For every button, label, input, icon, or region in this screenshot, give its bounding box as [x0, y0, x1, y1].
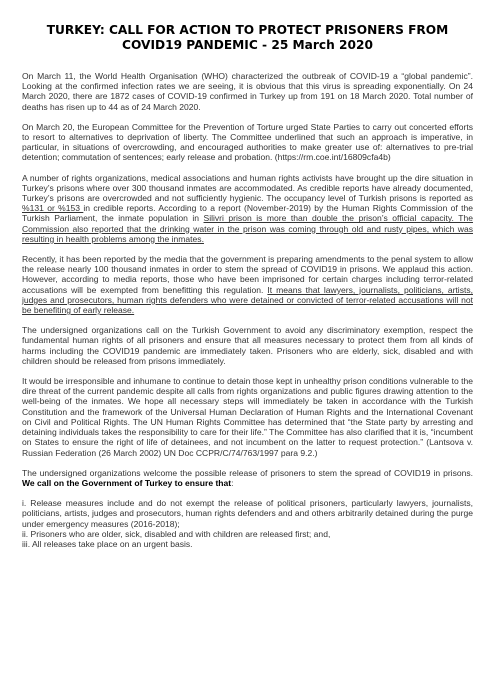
- page-title: TURKEY: CALL FOR ACTION TO PROTECT PRISONERS FROM COVID19 PANDEMIC - 25 March 2020: [46, 23, 449, 52]
- list-item: iii. All releases take place on an urgent basis.: [22, 538, 193, 549]
- list-item: i. Release measures include and do not exempt the release of political prisoners, particularly lawyers, journalists, politicians, artists, judges and prosecutors, human rights defenders and and others arbitrarily detained during the purge under emergency measures (2016-2018);: [22, 498, 473, 529]
- list-item: ii. Prisoners who are older, sick, disabled and with children are released first; and,: [22, 528, 331, 539]
- prison-conditions-text-1: A number of rights organizations, medical associations and human rights activists have brought up the dire situation in Turkey’s prisons where over 300 thousand inmates are accommodated. As credible reports have already documented, Turkey’s prisons are overcrowded and not sufficiently hygienic. The occupancy level of Turkish prisons is reported as: [22, 172, 473, 204]
- paragraph-cpt-recommendations: On March 20, the European Committee for the Prevention of Torture urged State Parties to carry out concerted efforts to resort to alternatives to deprivation of liberty. The Committee underlined that such an approach is imperative, in particular, in situations of overcrowding, and encouraged authorities to make greater use of: alternatives to pre-trial detention; commutation of sentences; early release and probation. (https://rm.coe.int/16809cfa4b): [22, 121, 473, 163]
- paragraph-un-obligations: It would be irresponsible and inhumane to continue to detain those kept in unhealthy prison conditions vulnerable to the dire threat of the current pandemic despite all calls from rights organizations and public figures drawing attention to the well-being of the inmates. We hope all necessary steps will immediately be taken in accordance with the Turkish Constitution and the framework of the Universal Human Declaration of Human Rights and the International Covenant on Civil and Political Rights. The UN Human Rights Committee has determined that “the State party by arresting and detaining individuals takes the responsibility to care for their life.” The Committee has also clarified that it is, “incumbent on States to ensure the right of life of detainees, and not incumbent on the latter to request protection.” (Lantsova v. Russian Federation (26 March 2002) UN Doc CCPR/C/74/763/1997 para 9.2.): [22, 376, 473, 458]
- prison-conditions-text-2: in credible reports. According to a report (November-2019) by the Human Rights Commission of the Turkish Parliament, the inmate population in: [22, 203, 473, 224]
- paragraph-call-on-government: The undersigned organizations call on the Turkish Government to avoid any discriminatory exemption, respect the fundamental human rights of all prisoners and ensure that all measures necessary to protect them from all kinds of harms including the COVID19 pandemic are immediately taken. Prisoners who are elderly, sick, disabled and with children should be released from prisons immediately.: [22, 325, 473, 366]
- paragraph-release-amendments: [22, 254, 473, 315]
- silivri-report-link[interactable]: Silivri prison is more than double the prison’s official capacity. The Commission also reported that the drinking water in the prison was coming through old and rusty pipes, which was resulting in health problems among the inmates.: [22, 213, 473, 244]
- release-amendments-text: Recently, it has been reported by the media that the government is preparing amendments to the penal system to allow the release nearly 100 thousand inmates in order to stem the spread of COVID19 in prisons. We applaud this action. However, according to media reports, those who have been imprisoned for certain charges including terror-related accusations will be exempted from benefitting this regulation.: [22, 254, 473, 295]
- exemption-link[interactable]: It means that lawyers, journalists, politicians, artists, judges and prosecutors, human rights defenders who were detained or convicted of terror-related accusations will not be benefiting of early release.: [22, 284, 473, 316]
- paragraph-who-pandemic: On March 11, the World Health Organisation (WHO) characterized the outbreak of COVID-19 a “global pandemic”. Looking at the confirmed infection rates we are seeing, it is obvious that this virus is spreading exponentially. On 24 March 2020, there are 1872 cases of COVID-19 confirmed in Turkey up from 191 on 18 March 2020. Total number of deaths has risen up to 44 as of 24 March 2020.: [22, 71, 473, 112]
- paragraph-prison-conditions: [22, 173, 473, 244]
- demands-intro-colon: :: [231, 477, 234, 488]
- occupancy-link[interactable]: %131 or %153: [22, 203, 84, 214]
- demands-intro-bold: We call on the Government of Turkey to ensure that: [22, 477, 232, 488]
- demands-intro-text: The undersigned organizations welcome the possible release of prisoners to stem the spread of COVID19 in prisons.: [22, 467, 473, 478]
- demands-list: [22, 498, 473, 549]
- paragraph-demands-intro: [22, 468, 473, 488]
